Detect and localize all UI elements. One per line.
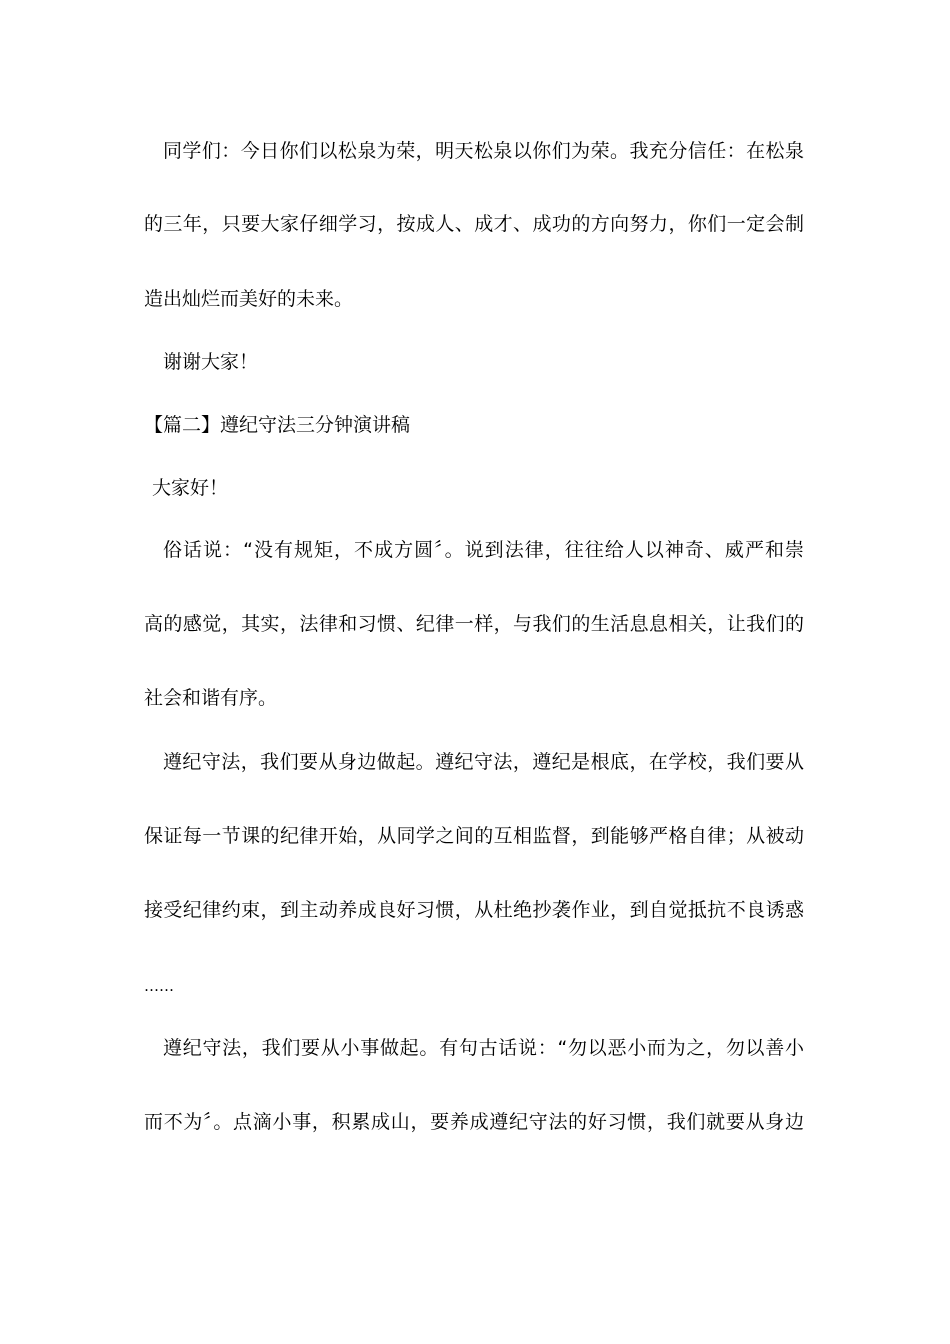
paragraph-line: 谢谢大家！ xyxy=(163,351,259,373)
paragraph-line: 保证每一节课的纪律开始，从同学之间的互相监督，到能够严格自律；从被动 xyxy=(144,825,804,847)
paragraph-line: 遵纪守法，我们要从小事做起。有句古话说：“勿以恶小而为之，勿以善小 xyxy=(163,1037,804,1059)
paragraph-line: 高的感觉，其实，法律和习惯、纪律一样，与我们的生活息息相关，让我们的 xyxy=(144,613,804,635)
paragraph-line: 造出灿烂而美好的未来。 xyxy=(144,288,354,310)
ellipsis-line: …… xyxy=(144,977,174,995)
paragraph-line: 社会和谐有序。 xyxy=(144,687,278,709)
paragraph-line: 遵纪守法，我们要从身边做起。遵纪守法，遵纪是根底，在学校，我们要从 xyxy=(163,751,804,773)
paragraph-line: 而不为〞。点滴小事，积累成山，要养成遵纪守法的好习惯，我们就要从身边 xyxy=(144,1111,804,1133)
greeting-line: 大家好！ xyxy=(152,477,229,499)
paragraph-line: 俗话说：“没有规矩，不成方圆〞。说到法律，往往给人以神奇、威严和崇 xyxy=(163,539,804,561)
paragraph-line: 同学们：今日你们以松泉为荣，明天松泉以你们为荣。我充分信任：在松泉 xyxy=(163,140,804,162)
paragraph-line: 接受纪律约束，到主动养成良好习惯，从杜绝抄袭作业，到自觉抵抗不良诱惑 xyxy=(144,899,804,921)
section-heading: 【篇二】遵纪守法三分钟演讲稿 xyxy=(144,414,411,436)
paragraph-line: 的三年，只要大家仔细学习，按成人、成才、成功的方向努力，你们一定会制 xyxy=(144,213,804,235)
